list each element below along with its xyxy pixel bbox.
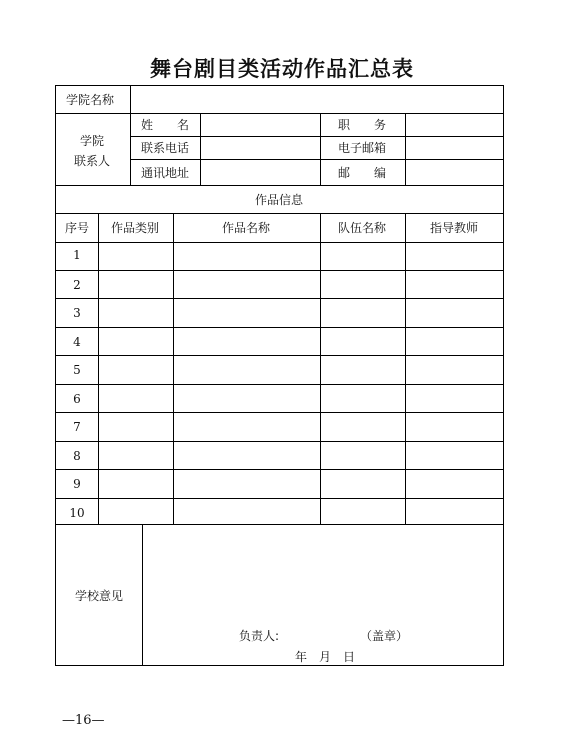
stamp-label: （盖章） — [360, 629, 409, 643]
page-number: —16— — [62, 713, 105, 728]
row-number: 6 — [73, 392, 81, 406]
college-name-label: 学院名称 — [66, 93, 115, 107]
contact-email-label: 电子邮箱 — [338, 141, 387, 155]
contact-name-label: 姓 名 — [141, 118, 190, 132]
contact-position-label: 职 务 — [338, 118, 387, 132]
contact-label-line1: 学院 — [79, 134, 105, 148]
header-team-name: 队伍名称 — [337, 221, 387, 235]
row-number: 4 — [73, 335, 81, 349]
opinion-label: 学校意见 — [74, 589, 124, 603]
date-label: 年 月 日 — [295, 650, 356, 664]
contact-address-label: 通讯地址 — [141, 166, 190, 180]
contact-postcode-label: 邮 编 — [338, 166, 387, 180]
row-number: 2 — [73, 278, 81, 292]
contact-phone-label: 联系电话 — [141, 141, 190, 155]
row-number: 8 — [73, 449, 81, 463]
row-number: 3 — [73, 306, 81, 320]
header-advisor: 指导教师 — [429, 221, 479, 235]
header-work-name: 作品名称 — [221, 221, 271, 235]
responsible-label: 负责人: — [239, 629, 280, 643]
row-number: 7 — [73, 420, 81, 434]
row-number: 5 — [73, 363, 81, 377]
header-serial: 序号 — [64, 221, 90, 235]
document-title: 舞台剧目类活动作品汇总表 — [150, 56, 414, 81]
works-section-label: 作品信息 — [254, 193, 304, 207]
row-number: 1 — [73, 248, 81, 262]
row-number: 10 — [69, 506, 85, 520]
contact-label-line2: 联系人 — [73, 154, 111, 168]
header-category: 作品类别 — [110, 221, 160, 235]
row-number: 9 — [73, 477, 81, 491]
